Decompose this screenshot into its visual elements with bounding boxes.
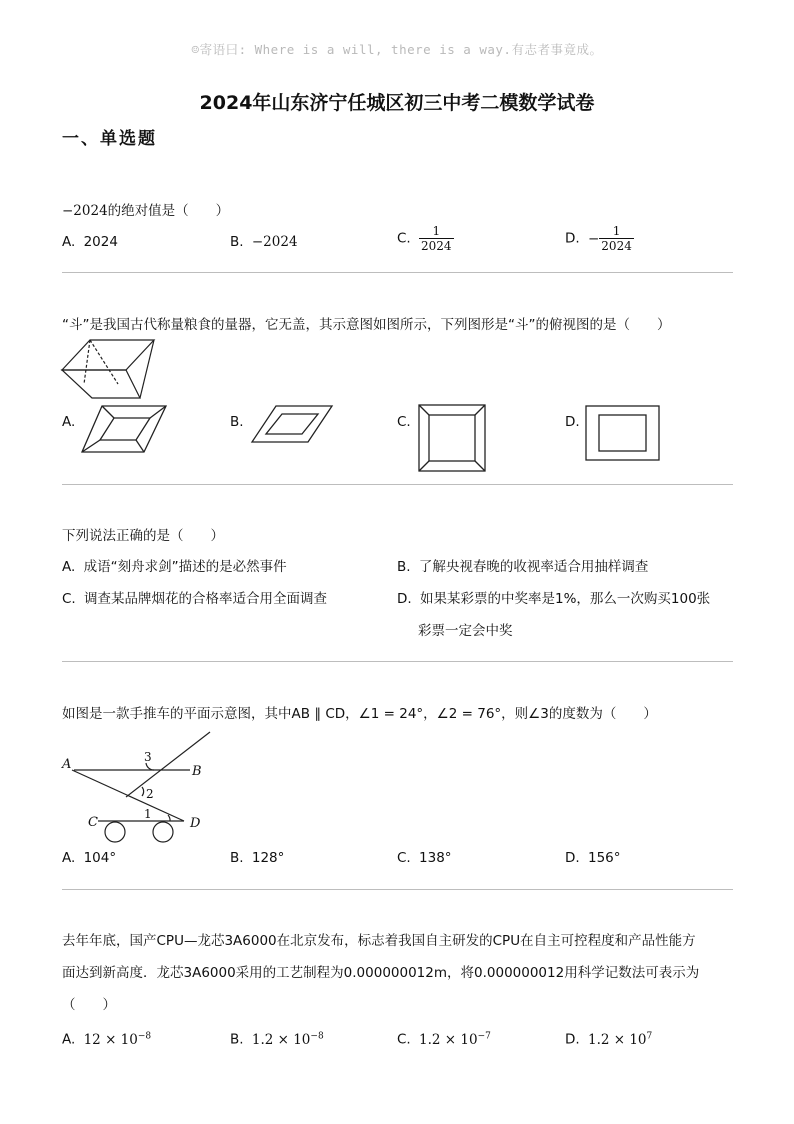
option-text-line1: 如果某彩票的中奖率是1%，那么一次购买100张 [419, 591, 711, 607]
expression-base: 1.2 × 10 [587, 1031, 647, 1048]
q5-option-b[interactable] [230, 1026, 324, 1050]
question-1-stem [62, 201, 229, 221]
option-expression [588, 1032, 652, 1048]
q2-option-d[interactable] [565, 412, 580, 432]
q2-option-b[interactable] [230, 412, 244, 432]
q1-option-c[interactable] [397, 224, 454, 253]
option-letter: D. [397, 591, 412, 607]
q2-figure-c [418, 404, 486, 472]
exam-title: 2024年山东济宁任城区初三中考二模数学试卷 [199, 92, 595, 114]
option-expression [84, 1032, 152, 1048]
cart-figure [62, 730, 212, 845]
option-letter: D. [565, 414, 580, 430]
option-letter: C. [397, 1031, 411, 1048]
question-5-stem-line3: （ ） [62, 997, 116, 1013]
expression-base: 12 × 10 [83, 1031, 138, 1048]
dou-measure-figure [60, 338, 160, 408]
option-text: 了解央视春晚的收视率适合用抽样调查 [418, 559, 649, 575]
option-letter: B. [230, 414, 244, 430]
q1-stem-number: −2024 [62, 203, 108, 219]
option-text: 调查某品牌烟花的合格率适合用全面调查 [84, 591, 328, 607]
denominator: 2024 [601, 239, 632, 253]
option-letter: D. [565, 230, 580, 247]
option-text: 2024 [83, 234, 118, 250]
option-letter: B. [230, 1031, 244, 1048]
q3-option-d-line2: 彩票一定会中奖 [418, 623, 513, 639]
motto-header: ☺寄语曰: Where is a will, there is a way.有志者事竟成。 [191, 42, 603, 57]
q2-option-a[interactable] [62, 412, 75, 432]
option-expression [419, 1032, 491, 1048]
q1-stem-text: 的绝对值是（ ） [107, 203, 230, 219]
section-title: 一、单选题 [62, 129, 157, 149]
fraction [599, 224, 634, 253]
q3-option-c[interactable] [62, 589, 327, 609]
option-letter: A. [62, 414, 76, 430]
q4-option-c[interactable] [397, 848, 452, 868]
option-expression [252, 1032, 324, 1048]
option-letter: D. [565, 1031, 580, 1048]
label-angle-1: 1 [144, 807, 152, 821]
q5-option-c[interactable] [397, 1026, 491, 1050]
minus-sign: − [587, 230, 600, 247]
numerator: 1 [432, 224, 441, 238]
option-text: −2024 [251, 234, 298, 250]
expression-exponent: −8 [137, 1031, 152, 1041]
wheel-left [105, 822, 125, 842]
question-2-stem: “斗”是我国古代称量粮食的量器，它无盖，其示意图如图所示，下列图形是“斗”的俯视图的是（ ） [62, 317, 671, 333]
option-letter: C. [397, 850, 411, 866]
option-letter: B. [397, 559, 411, 575]
numerator: 1 [612, 224, 621, 238]
angle-2-arc [142, 787, 144, 796]
q1-option-d[interactable] [565, 224, 634, 253]
option-letter: A. [62, 234, 76, 250]
q3-option-d[interactable] [397, 589, 710, 609]
divider [62, 272, 733, 273]
q5-option-d[interactable] [565, 1026, 652, 1050]
expression-exponent: −8 [310, 1031, 324, 1041]
q4-option-a[interactable] [62, 848, 116, 868]
q4-option-b[interactable] [230, 848, 284, 868]
q2-option-c[interactable] [397, 412, 411, 432]
expression-base: 1.2 × 10 [419, 1031, 478, 1048]
option-text: 成语“刻舟求剑”描述的是必然事件 [83, 559, 287, 575]
q2-figure-a [80, 404, 170, 454]
divider [62, 889, 733, 890]
q5-option-a[interactable] [62, 1026, 151, 1050]
option-text: 156° [587, 850, 621, 866]
question-3-stem: 下列说法正确的是（ ） [62, 528, 224, 544]
option-letter: C. [397, 230, 411, 247]
denominator: 2024 [421, 239, 452, 253]
q1-option-a[interactable] [62, 232, 118, 252]
wheel-right [153, 822, 173, 842]
fraction [419, 224, 454, 253]
angle-1-arc [168, 815, 170, 821]
divider [62, 661, 733, 662]
label-angle-2: 2 [146, 787, 154, 801]
option-text: 128° [251, 850, 285, 866]
label-b: B [192, 764, 202, 779]
q2-figure-b [250, 404, 335, 444]
expression-base: 1.2 × 10 [251, 1031, 311, 1048]
question-5-stem-line2: 面达到新高度．龙芯3A6000采用的工艺制程为0.000000012m，将0.000000012用科学记数法可表示为 [62, 965, 700, 981]
option-text: 104° [83, 850, 117, 866]
option-letter: C. [62, 591, 76, 607]
label-angle-3: 3 [144, 750, 152, 764]
expression-exponent: −7 [477, 1031, 491, 1041]
q4-option-d[interactable] [565, 848, 621, 868]
label-a: A [62, 757, 72, 772]
angle-3-arc [146, 763, 154, 770]
label-c: C [88, 815, 98, 830]
expression-exponent: 7 [646, 1031, 653, 1041]
divider [62, 484, 733, 485]
option-text: 138° [419, 850, 452, 866]
label-d: D [190, 816, 201, 831]
q3-option-b[interactable] [397, 557, 648, 577]
option-letter: C. [397, 414, 411, 430]
q3-option-a[interactable] [62, 557, 287, 577]
option-letter: A. [62, 559, 76, 575]
option-letter: B. [230, 234, 244, 250]
option-letter: A. [62, 1031, 76, 1048]
question-5-stem-line1: 去年年底，国产CPU—龙芯3A6000在北京发布，标志着我国自主研发的CPU在自主可控程度和产品性能方 [62, 933, 696, 949]
option-letter: A. [62, 850, 76, 866]
option-letter: B. [230, 850, 244, 866]
option-letter: D. [565, 850, 580, 866]
q1-option-b[interactable] [230, 232, 298, 252]
q2-figure-d [585, 405, 661, 462]
question-4-stem: 如图是一款手推车的平面示意图，其中AB ∥ CD，∠1 = 24°，∠2 = 76°，则∠3的度数为（ ） [62, 706, 657, 722]
